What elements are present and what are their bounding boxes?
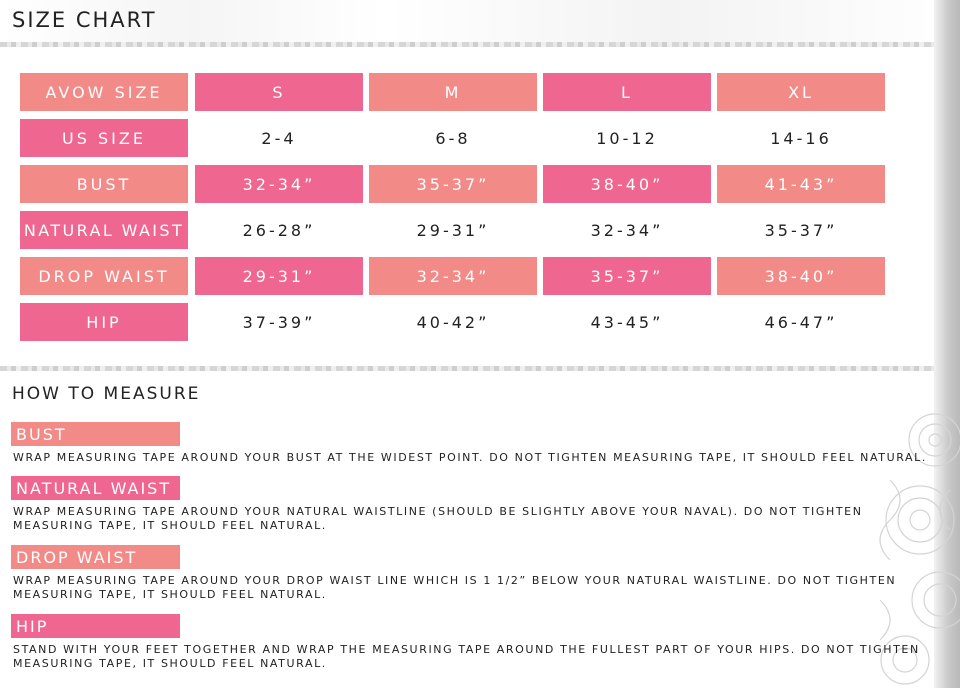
row-label-drop-waist: DROP WAIST: [20, 257, 188, 295]
table-cell: 38-40”: [717, 257, 885, 295]
row-label-bust: BUST: [20, 165, 188, 203]
table-cell: 40-42”: [416, 312, 490, 332]
measure-label-hip: HIP: [11, 614, 180, 638]
table-cell: 37-39”: [242, 312, 316, 332]
table-cell: 32-34”: [590, 220, 664, 240]
table-cell: 35-37”: [369, 165, 537, 203]
row-label-natural-waist: NATURAL WAIST: [20, 211, 188, 249]
table-cell: 10-12: [596, 128, 658, 148]
measure-label-drop-waist: DROP WAIST: [11, 545, 180, 569]
header-cell-l: L: [543, 73, 711, 111]
header-cell-avow-size: AVOW SIZE: [20, 73, 188, 111]
table-cell: 35-37”: [764, 220, 838, 240]
divider-top: [0, 42, 940, 47]
header-cell-xl: XL: [717, 73, 885, 111]
table-cell: 26-28”: [242, 220, 316, 240]
table-cell: 38-40”: [543, 165, 711, 203]
divider-middle: [0, 366, 940, 371]
table-cell: 35-37”: [543, 257, 711, 295]
table-cell: 29-31”: [195, 257, 363, 295]
page-title: SIZE CHART: [12, 8, 157, 32]
table-cell: 14-16: [770, 128, 832, 148]
table-cell: 43-45”: [590, 312, 664, 332]
measure-description-natural-waist: WRAP MEASURING TAPE AROUND YOUR NATURAL WAISTLINE (SHOULD BE SLIGHTLY ABOVE YOUR NAVAL). DO NOT TIGHTEN MEASURING TAPE, IT SHOULD FEEL NATURAL.: [13, 505, 863, 532]
table-cell: 2-4: [261, 128, 297, 148]
table-cell: 32-34”: [369, 257, 537, 295]
how-to-measure-heading: HOW TO MEASURE: [12, 384, 201, 404]
table-cell: 29-31”: [416, 220, 490, 240]
row-label-us-size: US SIZE: [20, 119, 188, 157]
measure-description-hip: STAND WITH YOUR FEET TOGETHER AND WRAP THE MEASURING TAPE AROUND THE FULLEST PART OF YOUR HIPS. DO NOT TIGHTEN MEASURING TAPE, IT SHOULD FEEL NATURAL.: [13, 643, 920, 670]
measure-label-natural-waist: NATURAL WAIST: [11, 476, 180, 500]
measure-label-bust: BUST: [11, 422, 180, 446]
table-cell: 41-43”: [717, 165, 885, 203]
table-cell: 6-8: [435, 128, 471, 148]
header-cell-s: S: [195, 73, 363, 111]
table-cell: 32-34”: [195, 165, 363, 203]
header-cell-m: M: [369, 73, 537, 111]
measure-description-bust: WRAP MEASURING TAPE AROUND YOUR BUST AT THE WIDEST POINT. DO NOT TIGHTEN MEASURING TAPE, IT SHOULD FEEL NATURAL.: [13, 451, 927, 464]
table-cell: 46-47”: [764, 312, 838, 332]
row-label-hip: HIP: [20, 303, 188, 341]
measure-description-drop-waist: WRAP MEASURING TAPE AROUND YOUR DROP WAIST LINE WHICH IS 1 1/2” BELOW YOUR NATURAL WAISTLINE. DO NOT TIGHTEN MEASURING TAPE, IT SHOULD FEEL NATURAL.: [13, 574, 897, 601]
